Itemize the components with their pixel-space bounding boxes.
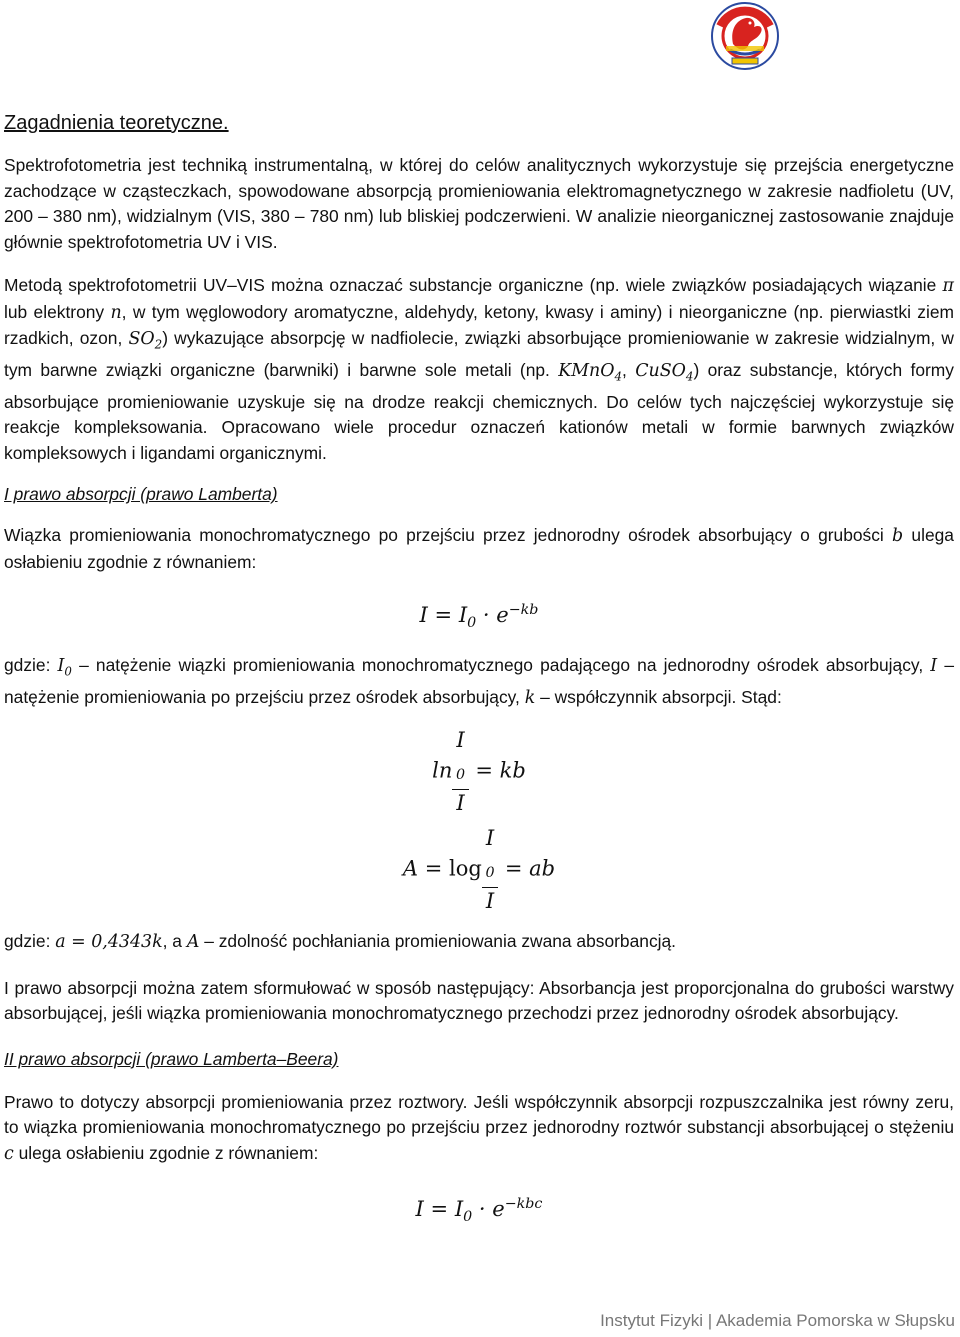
equation-absorbance: A = log I $_0$ I = ab [402,826,556,914]
k-symbol: k [524,687,536,708]
griffin-seal-icon [700,0,790,72]
fraction-i0-over-i: I $_0$ I [482,825,498,915]
i0-symbol: $I_0$ [57,655,72,679]
page-heading: Zagadnienia teoretyczne. [4,112,229,134]
equation-lambert: $I = I_0 \cdot e^{-kb}$ [419,602,539,632]
so2-formula: $SO_2$ [128,329,163,352]
intro-paragraph-2: Metodą spektrofotometrii UV–VIS można oznaczać substancje organiczne (np. wiele związków posiadających wiązanie π lub elektrony n, w tym węglowodory aromatyczne, aldehydy, ketony, kwasy i aminy) i nieorganiczne (np. pierwiastki ziem rzadkich, ozon, $SO_2$) wykazujące absorpcję w nadfiolecie, związki absorbujące promieniowanie w zakresie widzialnym, w tym barwne związki organiczne (barwniki) i barwne sole metali (np. KMnO$_4$, CuSO$_4$) oraz substancje, których formy absorbujące promieniowanie uzyskuje się na drodze reakcji chemicznych. Do celów tych najczęściej wykorzystuje się reakcje kompleksowania. Opracowano wiele procedur oznaczeń kationów metali w formie barwnych związków kompleksowych i ligandami organicznymi. [4,275,954,463]
law1-paragraph-3: gdzie: a = 0,4343k, a A – zdolność pochłaniania promieniowania zwana absorbancją. [4,931,677,953]
cuso4-formula: CuSO$_4$ [635,360,694,384]
kmno4-formula: KMnO$_4$ [558,360,623,384]
document-page [4,112,954,1233]
law1-paragraph-2: gdzie: $I_0$ – natężenie wiązki promieniowania monochromatycznego padającego na jednorodny ośrodek absorbujący, I – natężenie promieniowania po przejściu przez ośrodek absorbujący, k – współczynnik absorpcji. Stąd: [4,654,954,708]
law1-title: I prawo absorpcji (prawo Lamberta) [4,484,278,505]
pi-symbol: π [942,276,954,296]
law2-title: II prawo absorpcji (prawo Lamberta–Beera) [4,1048,339,1069]
i-symbol: I [930,655,938,676]
akademia-pomeraniensis-logo [700,0,790,72]
law2-paragraph-1: Prawo to dotyczy absorpcji promieniowania przez roztwory. Jeśli współczynnik absorpcji rozpuszczalnika jest równy zeru, to wiązka promieniowania monochromatycznego po przejściu przez jednorodny roztwór substancji absorbującej o stężeniu c ulega osłabieniu zgodnie z równaniem: [4,1091,954,1164]
page-footer: Instytut Fizyki | Akademia Pomorska w Słupsku [600,1311,955,1330]
intro-paragraph-1: Spektrofotometria jest techniką instrumentalną, w której do celów analitycznych wykorzystuje się przejścia energetyczne zachodzące w cząsteczkach, spowodowane absorpcją promieniowania elektromagnetycznego w zakresie nadfioletu (UV, 200 – 380 nm), widzialnym (VIS, 380 – 780 nm) lub bliskiej podczerwieni. W analizie nieorganicznej zastosowanie znajduje głównie spektrofotometria UV i VIS. [4,155,954,252]
law1-paragraph-1: Wiązka promieniowania monochromatycznego po przejściu przez jednorodny ośrodek absorbujący o grubości b ulega osłabieniu zgodnie z równaniem: [4,525,954,572]
law1-paragraph-4: I prawo absorpcji można zatem sformułować w sposób następujący: Absorbancja jest proporcjonalna do grubości warstwy absorbującej, jeśli wiązka promieniowania monochromatycznego przechodzi przez jednorodny ośrodek absorbujący. [4,977,954,1024]
equation-ln: ln I $_0$ I = kb [432,728,526,816]
n-symbol: n [110,302,122,323]
A-symbol: A [186,932,200,953]
a-coefficient-formula: a = 0,4343k [55,932,163,953]
fraction-i0-over-i: I $_0$ I [452,727,468,817]
c-symbol: c [4,1143,14,1164]
equation-lambert-beer: $I = I_0 \cdot e^{-kbc}$ [415,1196,543,1226]
b-symbol: b [892,526,904,547]
